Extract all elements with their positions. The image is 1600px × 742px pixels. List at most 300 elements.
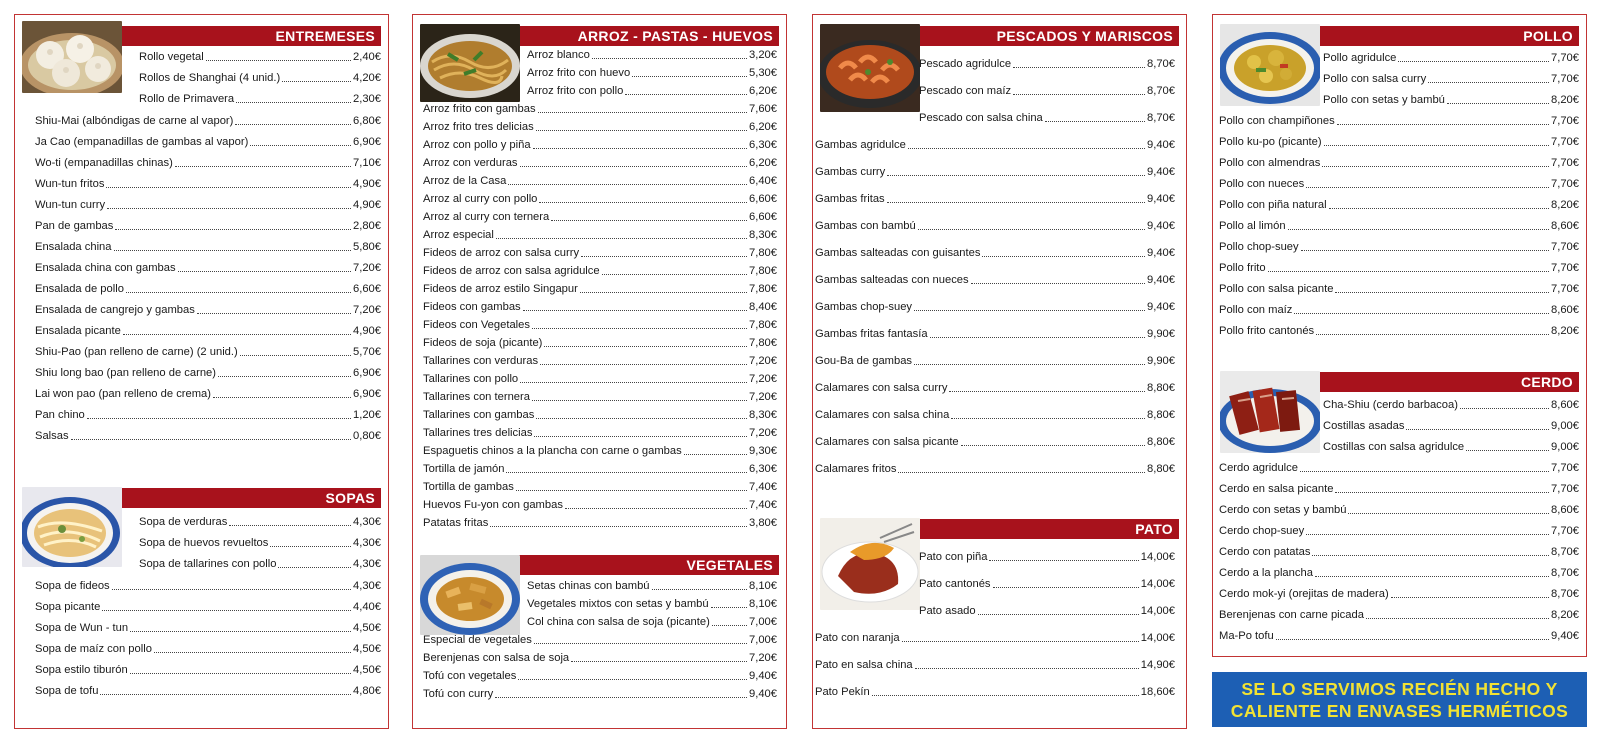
- menu-item: [1323, 93, 1579, 107]
- menu-item: [919, 577, 1175, 591]
- menu-item-name: Ensalada de pollo: [35, 283, 124, 295]
- menu-item-name: Fideos de arroz con salsa agridulce: [423, 265, 600, 277]
- menu-item-price: 7,70€: [1551, 52, 1579, 64]
- menu-item: [423, 120, 777, 134]
- menu-item-name: Arroz con verduras: [423, 157, 518, 169]
- menu-item-price: 4,30€: [353, 580, 381, 592]
- menu-item-name: Sopa de verduras: [139, 516, 228, 528]
- dot-leader: [1306, 187, 1549, 188]
- menu-item-price: 8,60€: [1551, 304, 1579, 316]
- menu-item-price: 7,70€: [1551, 525, 1579, 537]
- menu-item: [527, 48, 777, 62]
- dot-leader: [1460, 408, 1549, 409]
- dot-leader: [1315, 576, 1549, 577]
- menu-item: [35, 429, 381, 443]
- menu-item: [423, 372, 777, 386]
- menu-item-name: Rollo vegetal: [139, 51, 204, 63]
- menu-item-price: 4,50€: [353, 643, 381, 655]
- menu-item-price: 7,80€: [749, 283, 777, 295]
- menu-item-price: 1,20€: [353, 409, 381, 421]
- menu-item-name: Gambas agridulce: [815, 139, 906, 151]
- menu-item: [423, 336, 777, 350]
- roast-duck-photo: [820, 518, 920, 610]
- dot-leader: [930, 337, 1145, 338]
- menu-item-price: 6,20€: [749, 157, 777, 169]
- dot-leader: [536, 130, 747, 131]
- menu-item: [139, 50, 381, 64]
- menu-item: [815, 192, 1175, 206]
- menu-item-price: 7,10€: [353, 157, 381, 169]
- menu-item-name: Arroz especial: [423, 229, 494, 241]
- dot-leader: [1324, 145, 1549, 146]
- dot-leader: [1335, 492, 1549, 493]
- menu-item-name: Pescado agridulce: [919, 58, 1012, 70]
- menu-item-name: Pato asado: [919, 605, 976, 617]
- menu-item: [919, 111, 1175, 125]
- menu-item-price: 9,40€: [1147, 193, 1175, 205]
- menu-item-name: Pato cantonés: [919, 578, 991, 590]
- menu-item-price: 6,90€: [353, 388, 381, 400]
- menu-item: [423, 669, 777, 683]
- menu-item: [423, 633, 777, 647]
- menu-item-name: Setas chinas con bambú: [527, 580, 650, 592]
- dot-leader: [1268, 271, 1549, 272]
- dot-leader: [126, 292, 351, 293]
- menu-item: [423, 516, 777, 530]
- menu-item-price: 14,00€: [1140, 632, 1175, 644]
- menu-item: [423, 264, 777, 278]
- dot-leader: [1312, 555, 1549, 556]
- dot-leader: [282, 81, 351, 82]
- menu-item: [815, 381, 1175, 395]
- menu-item: [35, 663, 381, 677]
- dot-leader: [508, 184, 747, 185]
- menu-item-name: Sopa de Wun - tun: [35, 622, 129, 634]
- menu-item: [35, 621, 381, 635]
- menu-item-name: Tortilla de jamón: [423, 463, 505, 475]
- menu-item-price: 9,90€: [1147, 355, 1175, 367]
- dot-leader: [534, 436, 747, 437]
- menu-item: [423, 210, 777, 224]
- dot-leader: [1306, 534, 1549, 535]
- menu-item: [423, 687, 777, 701]
- menu-item-price: 9,40€: [1147, 220, 1175, 232]
- dot-leader: [206, 60, 351, 61]
- dot-leader: [107, 208, 351, 209]
- menu-item-price: 7,20€: [749, 373, 777, 385]
- menu-item: [35, 324, 381, 338]
- menu-item-price: 4,80€: [353, 685, 381, 697]
- menu-item-price: 8,70€: [1551, 546, 1579, 558]
- section-title-pescados: PESCADOS Y MARISCOS: [918, 26, 1179, 46]
- section-title-pato: PATO: [918, 519, 1179, 539]
- dot-leader: [240, 355, 351, 356]
- menu-item-price: 7,40€: [749, 481, 777, 493]
- menu-item-price: 7,20€: [353, 262, 381, 274]
- menu-item-price: 7,70€: [1551, 115, 1579, 127]
- dot-leader: [235, 124, 351, 125]
- menu-item: [423, 156, 777, 170]
- menu-item: [1323, 440, 1579, 454]
- menu-item-name: Pollo con piña natural: [1219, 199, 1327, 211]
- menu-item-price: 8,20€: [1551, 199, 1579, 211]
- menu-item-price: 8,80€: [1147, 436, 1175, 448]
- menu-item-price: 7,70€: [1551, 462, 1579, 474]
- menu-item-price: 9,40€: [1551, 630, 1579, 642]
- menu-item-name: Patatas fritas: [423, 517, 489, 529]
- menu-item: [139, 515, 381, 529]
- dot-leader: [130, 631, 351, 632]
- menu-item-name: Sopa de huevos revueltos: [139, 537, 269, 549]
- menu-item: [1219, 198, 1579, 212]
- menu-item-price: 4,20€: [353, 72, 381, 84]
- section-title-cerdo: CERDO: [1318, 372, 1579, 392]
- menu-item: [527, 615, 777, 629]
- menu-item-name: Pollo con maíz: [1219, 304, 1293, 316]
- menu-item-name: Berenjenas con carne picada: [1219, 609, 1364, 621]
- menu-item: [919, 57, 1175, 71]
- menu-item-price: 14,00€: [1140, 551, 1175, 563]
- menu-item-name: Pato en salsa china: [815, 659, 913, 671]
- dot-leader: [887, 175, 1145, 176]
- menu-item-name: Cerdo con patatas: [1219, 546, 1311, 558]
- menu-item-name: Cerdo agridulce: [1219, 462, 1298, 474]
- menu-item-name: Sopa de tallarines con pollo: [139, 558, 277, 570]
- menu-item: [919, 604, 1175, 618]
- menu-item-price: 9,00€: [1551, 441, 1579, 453]
- dot-leader: [971, 283, 1145, 284]
- sizzling-shrimp-photo: [820, 24, 920, 112]
- menu-item-price: 8,10€: [749, 598, 777, 610]
- menu-item: [1219, 240, 1579, 254]
- stir-fried-vegetables-photo: [420, 555, 520, 635]
- dot-leader: [918, 229, 1145, 230]
- menu-item-price: 7,80€: [749, 247, 777, 259]
- dot-leader: [1348, 513, 1549, 514]
- menu-item: [1323, 72, 1579, 86]
- menu-item-name: Pollo con setas y bambú: [1323, 94, 1445, 106]
- dot-leader: [961, 445, 1145, 446]
- menu-item: [1219, 303, 1579, 317]
- menu-item: [423, 246, 777, 260]
- dot-leader: [1329, 208, 1549, 209]
- menu-column-1: [14, 14, 389, 729]
- menu-item-price: 9,40€: [1147, 301, 1175, 313]
- menu-item: [423, 480, 777, 494]
- menu-item-name: Tallarines con verduras: [423, 355, 539, 367]
- menu-item: [1219, 135, 1579, 149]
- menu-item-price: 9,40€: [749, 688, 777, 700]
- dot-leader: [516, 490, 747, 491]
- menu-item-name: Salsas: [35, 430, 69, 442]
- dot-leader: [218, 376, 351, 377]
- menu-item-name: Wo-ti (empanadillas chinas): [35, 157, 173, 169]
- dot-leader: [1366, 618, 1549, 619]
- menu-item: [1219, 324, 1579, 338]
- menu-item: [1323, 419, 1579, 433]
- menu-item: [815, 658, 1175, 672]
- menu-item-name: Calamares con salsa china: [815, 409, 950, 421]
- dot-leader: [1322, 166, 1549, 167]
- menu-item: [35, 303, 381, 317]
- menu-item: [423, 138, 777, 152]
- menu-item-name: Arroz frito con huevo: [527, 67, 631, 79]
- menu-item: [139, 557, 381, 571]
- menu-item-price: 9,40€: [1147, 139, 1175, 151]
- menu-item-name: Pollo frito cantonés: [1219, 325, 1315, 337]
- barbecue-pork-photo: [1220, 371, 1320, 453]
- menu-item-price: 7,20€: [749, 427, 777, 439]
- section-title-arroz: ARROZ - PASTAS - HUEVOS: [510, 26, 779, 46]
- dot-leader: [625, 94, 747, 95]
- menu-column-3: [812, 14, 1187, 729]
- menu-item-name: Cerdo mok-yi (orejitas de madera): [1219, 588, 1389, 600]
- menu-item: [35, 684, 381, 698]
- menu-item-name: Fideos con gambas: [423, 301, 521, 313]
- menu-item-name: Arroz blanco: [527, 49, 590, 61]
- dot-leader: [1447, 103, 1549, 104]
- dot-leader: [1288, 229, 1549, 230]
- menu-item-name: Cerdo a la plancha: [1219, 567, 1313, 579]
- menu-item: [1219, 177, 1579, 191]
- menu-item-price: 9,40€: [749, 670, 777, 682]
- menu-item-name: Gambas con bambú: [815, 220, 916, 232]
- menu-item-price: 4,90€: [353, 199, 381, 211]
- menu-item-price: 6,30€: [749, 139, 777, 151]
- menu-item-price: 3,80€: [749, 517, 777, 529]
- menu-item: [35, 198, 381, 212]
- menu-item-price: 14,90€: [1140, 659, 1175, 671]
- dot-leader: [1428, 82, 1549, 83]
- menu-item-name: Gou-Ba de gambas: [815, 355, 913, 367]
- menu-item: [35, 600, 381, 614]
- menu-item-price: 9,40€: [1147, 166, 1175, 178]
- section-title-pollo: POLLO: [1318, 26, 1579, 46]
- dot-leader: [1337, 124, 1549, 125]
- menu-item: [1219, 114, 1579, 128]
- menu-item-name: Cha-Shiu (cerdo barbacoa): [1323, 399, 1458, 411]
- menu-item: [815, 219, 1175, 233]
- menu-item-name: Arroz al curry con pollo: [423, 193, 538, 205]
- dot-leader: [602, 274, 747, 275]
- dot-leader: [571, 661, 747, 662]
- menu-item: [815, 435, 1175, 449]
- dot-leader: [278, 567, 351, 568]
- menu-item-price: 7,70€: [1551, 136, 1579, 148]
- menu-item-name: Wun-tun fritos: [35, 178, 105, 190]
- menu-item-name: Arroz de la Casa: [423, 175, 507, 187]
- menu-item-name: Pollo con salsa curry: [1323, 73, 1427, 85]
- menu-item-price: 2,40€: [353, 51, 381, 63]
- menu-item: [423, 651, 777, 665]
- dot-leader: [915, 668, 1139, 669]
- menu-item: [35, 408, 381, 422]
- banner-line-1: SE LO SERVIMOS RECIÉN HECHO Y: [1241, 679, 1558, 699]
- menu-item: [815, 300, 1175, 314]
- menu-item: [527, 579, 777, 593]
- dot-leader: [102, 610, 351, 611]
- menu-item: [35, 282, 381, 296]
- menu-item-name: Ensalada china con gambas: [35, 262, 176, 274]
- dot-leader: [518, 679, 747, 680]
- menu-item-price: 8,70€: [1551, 588, 1579, 600]
- dot-leader: [106, 187, 351, 188]
- menu-item: [815, 327, 1175, 341]
- dot-leader: [270, 546, 351, 547]
- menu-item-price: 8,20€: [1551, 94, 1579, 106]
- menu-item-price: 8,70€: [1147, 85, 1175, 97]
- menu-item-name: Pan chino: [35, 409, 85, 421]
- menu-item-price: 7,70€: [1551, 483, 1579, 495]
- menu-item-name: Pato Pekín: [815, 686, 870, 698]
- menu-item-name: Arroz frito con pollo: [527, 85, 624, 97]
- menu-item-name: Shiu-Mai (albóndigas de carne al vapor): [35, 115, 234, 127]
- menu-item: [1219, 156, 1579, 170]
- dot-leader: [123, 334, 351, 335]
- menu-item-price: 6,20€: [749, 121, 777, 133]
- menu-item-price: 7,70€: [1551, 283, 1579, 295]
- dot-leader: [536, 418, 747, 419]
- menu-item: [35, 135, 381, 149]
- menu-item-price: 6,90€: [353, 136, 381, 148]
- menu-item: [35, 366, 381, 380]
- menu-item-name: Sopa de maíz con pollo: [35, 643, 152, 655]
- dot-leader: [1316, 334, 1549, 335]
- menu-item-price: 6,60€: [353, 283, 381, 295]
- menu-item-name: Gambas chop-suey: [815, 301, 913, 313]
- dot-leader: [213, 397, 351, 398]
- menu-item-name: Lai won pao (pan relleno de crema): [35, 388, 211, 400]
- menu-item-price: 7,80€: [749, 265, 777, 277]
- menu-item-price: 6,80€: [353, 115, 381, 127]
- menu-item-name: Pollo frito: [1219, 262, 1266, 274]
- dumplings-photo: [22, 21, 122, 93]
- menu-item-price: 7,00€: [749, 616, 777, 628]
- dot-leader: [978, 614, 1139, 615]
- menu-item-name: Shiu-Pao (pan relleno de carne) (2 unid.): [35, 346, 238, 358]
- menu-item-price: 8,30€: [749, 229, 777, 241]
- menu-item-price: 7,40€: [749, 499, 777, 511]
- dot-leader: [250, 145, 351, 146]
- menu-item: [139, 71, 381, 85]
- menu-item: [1219, 219, 1579, 233]
- menu-item-price: 4,50€: [353, 664, 381, 676]
- menu-item: [1219, 629, 1579, 643]
- menu-item-price: 6,60€: [749, 193, 777, 205]
- menu-item: [423, 498, 777, 512]
- dot-leader: [114, 250, 351, 251]
- dot-leader: [949, 391, 1145, 392]
- dot-leader: [580, 292, 747, 293]
- menu-item: [139, 536, 381, 550]
- menu-item-price: 8,80€: [1147, 463, 1175, 475]
- menu-item-name: Rollo de Primavera: [139, 93, 235, 105]
- dot-leader: [540, 364, 747, 365]
- menu-item-name: Pato con naranja: [815, 632, 900, 644]
- menu-item: [35, 177, 381, 191]
- menu-item-price: 8,70€: [1147, 58, 1175, 70]
- menu-item: [423, 228, 777, 242]
- dot-leader: [592, 58, 747, 59]
- menu-item-price: 9,90€: [1147, 328, 1175, 340]
- menu-item-price: 8,20€: [1551, 325, 1579, 337]
- menu-item-name: Col china con salsa de soja (picante): [527, 616, 710, 628]
- menu-item-price: 4,40€: [353, 601, 381, 613]
- dot-leader: [496, 238, 747, 239]
- menu-item: [815, 462, 1175, 476]
- menu-item: [815, 273, 1175, 287]
- menu-item: [139, 92, 381, 106]
- dot-leader: [914, 310, 1145, 311]
- dot-leader: [154, 652, 351, 653]
- menu-item-price: 5,70€: [353, 346, 381, 358]
- menu-item-price: 18,60€: [1140, 686, 1175, 698]
- menu-item-name: Tofú con vegetales: [423, 670, 517, 682]
- dot-leader: [632, 76, 747, 77]
- menu-item-name: Pescado con salsa china: [919, 112, 1043, 124]
- menu-item: [1323, 398, 1579, 412]
- menu-item: [35, 240, 381, 254]
- curry-chicken-photo: [1220, 24, 1320, 106]
- menu-item-name: Ensalada china: [35, 241, 112, 253]
- menu-item-price: 2,80€: [353, 220, 381, 232]
- dot-leader: [175, 166, 351, 167]
- menu-item: [423, 102, 777, 116]
- dot-leader: [914, 364, 1145, 365]
- menu-item-price: 7,20€: [749, 652, 777, 664]
- menu-item-name: Sopa estilo tiburón: [35, 664, 128, 676]
- menu-item: [423, 354, 777, 368]
- menu-item: [1219, 608, 1579, 622]
- menu-item-price: 3,20€: [749, 49, 777, 61]
- menu-item: [35, 387, 381, 401]
- menu-item: [527, 597, 777, 611]
- dot-leader: [712, 625, 747, 626]
- dot-leader: [197, 313, 351, 314]
- dot-leader: [520, 166, 747, 167]
- menu-item: [1219, 461, 1579, 475]
- menu-item-price: 8,80€: [1147, 382, 1175, 394]
- menu-item-name: Espaguetis chinos a la plancha con carne o gambas: [423, 445, 682, 457]
- menu-item-price: 9,40€: [1147, 274, 1175, 286]
- menu-item-price: 8,70€: [1147, 112, 1175, 124]
- dot-leader: [872, 695, 1139, 696]
- menu-item: [423, 390, 777, 404]
- menu-item-name: Tallarines con ternera: [423, 391, 530, 403]
- hermetic-packaging-banner: [1212, 672, 1587, 727]
- menu-item-name: Calamares con salsa picante: [815, 436, 959, 448]
- menu-item: [815, 165, 1175, 179]
- dot-leader: [989, 560, 1138, 561]
- menu-item-name: Gambas fritas fantasía: [815, 328, 928, 340]
- menu-item: [423, 192, 777, 206]
- menu-item-name: Berenjenas con salsa de soja: [423, 652, 570, 664]
- menu-item: [815, 354, 1175, 368]
- menu-item-price: 7,70€: [1551, 73, 1579, 85]
- menu-item-price: 4,30€: [353, 558, 381, 570]
- dot-leader: [1294, 313, 1549, 314]
- menu-item-price: 8,60€: [1551, 220, 1579, 232]
- menu-item: [1219, 566, 1579, 580]
- menu-item-name: Costillas con salsa agridulce: [1323, 441, 1465, 453]
- menu-item-name: Pollo con nueces: [1219, 178, 1305, 190]
- dot-leader: [544, 346, 747, 347]
- menu-item-price: 7,00€: [749, 634, 777, 646]
- menu-item-name: Arroz frito con gambas: [423, 103, 536, 115]
- menu-item: [815, 408, 1175, 422]
- dot-leader: [993, 587, 1139, 588]
- menu-item-name: Ja Cao (empanadillas de gambas al vapor): [35, 136, 249, 148]
